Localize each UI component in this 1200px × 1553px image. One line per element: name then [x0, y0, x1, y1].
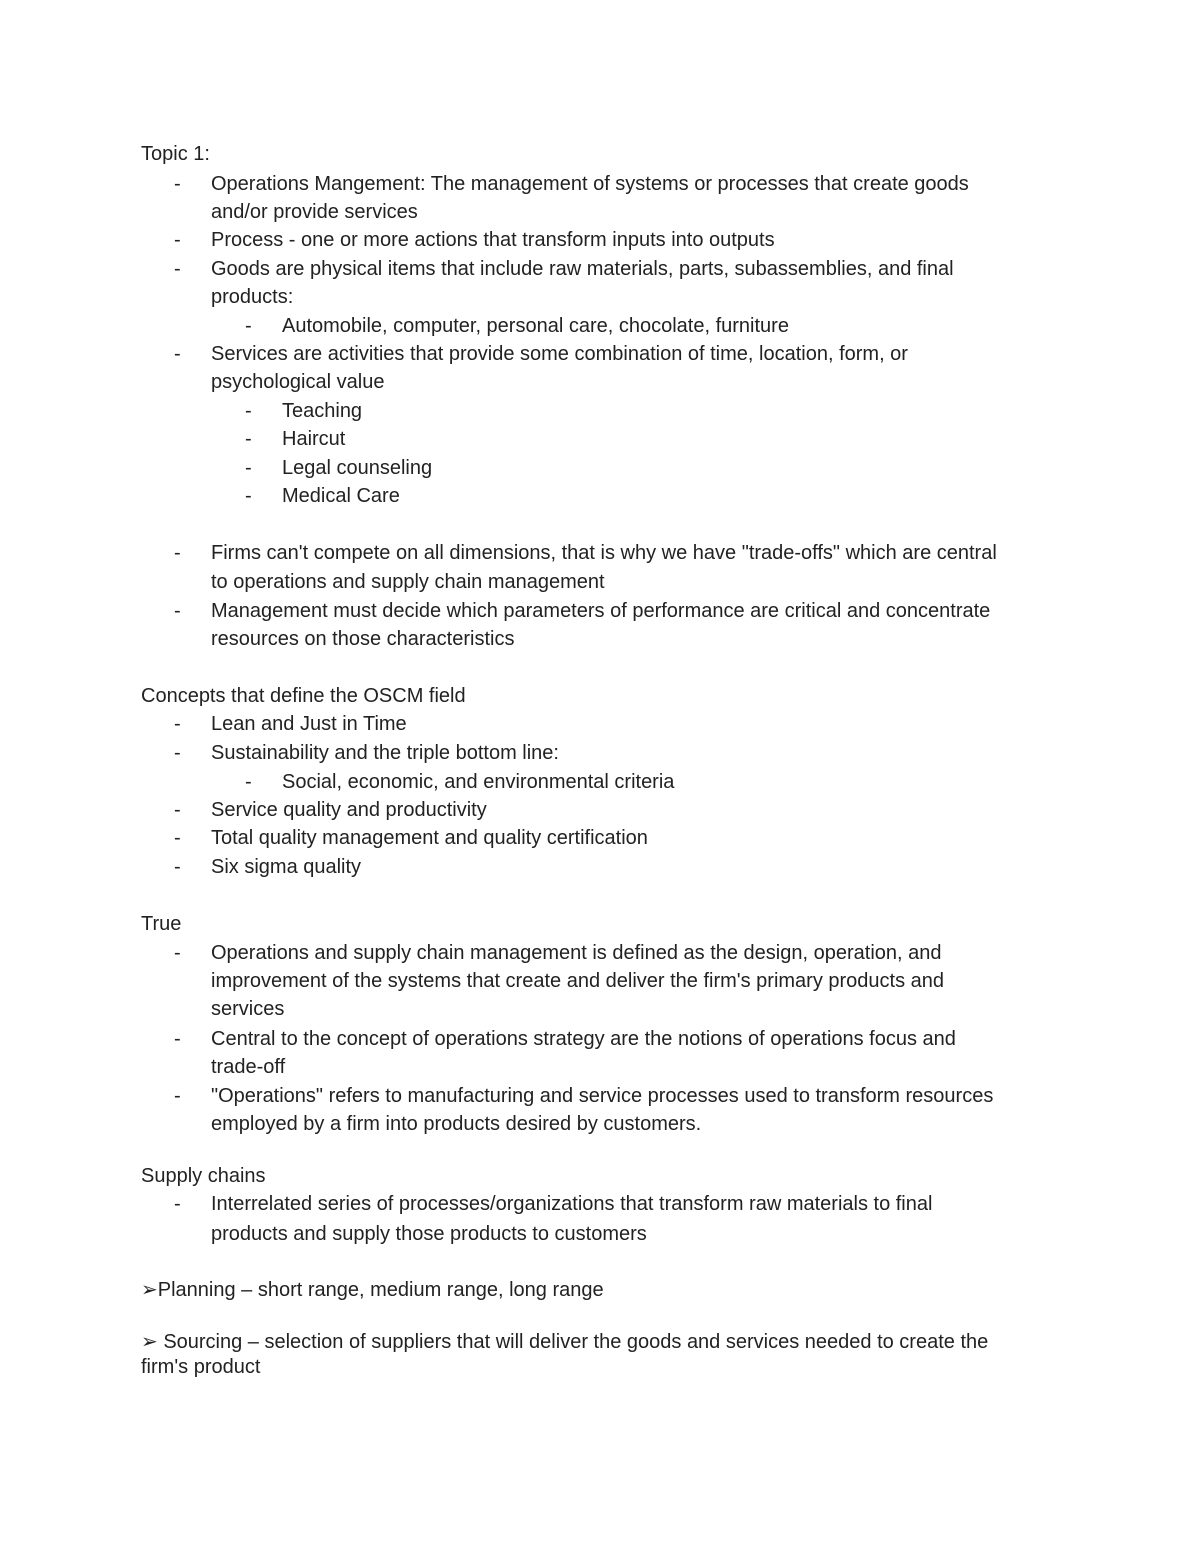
- sub-bullet-text: Automobile, computer, personal care, chocolate, furniture: [282, 315, 789, 337]
- sub-bullet-dash: -: [245, 485, 252, 507]
- bullet-dash: -: [174, 600, 181, 622]
- bullet-text: employed by a firm into products desired by customers.: [211, 1113, 702, 1135]
- bullet-dash: -: [174, 827, 181, 849]
- bullet-text: Management must decide which parameters of performance are critical and concentrate: [211, 600, 991, 622]
- bullet-dash: -: [174, 343, 181, 365]
- section-heading-topic-1: Topic 1:: [141, 143, 210, 165]
- bullet-text: resources on those characteristics: [211, 628, 515, 650]
- sub-bullet-dash: -: [245, 771, 252, 793]
- section-heading-concepts: Concepts that define the OSCM field: [141, 685, 466, 707]
- bullet-text: Operations Mangement: The management of systems or processes that create goods: [211, 173, 969, 195]
- bullet-dash: -: [174, 942, 181, 964]
- bullet-text: Services are activities that provide some combination of time, location, form, or: [211, 343, 908, 365]
- sub-bullet-dash: -: [245, 457, 252, 479]
- planning-line: ➢Planning – short range, medium range, long range: [141, 1279, 604, 1301]
- sub-bullet-text: Medical Care: [282, 485, 400, 507]
- sourcing-line: firm's product: [141, 1356, 261, 1378]
- bullet-dash: -: [174, 1028, 181, 1050]
- sub-bullet-text: Teaching: [282, 400, 363, 422]
- bullet-dash: -: [174, 1085, 181, 1107]
- bullet-text: and/or provide services: [211, 201, 418, 223]
- bullet-text: Sustainability and the triple bottom line:: [211, 742, 559, 764]
- sub-bullet-dash: -: [245, 400, 252, 422]
- sub-bullet-text: Social, economic, and environmental criteria: [282, 771, 675, 793]
- bullet-text: Goods are physical items that include raw materials, parts, subassemblies, and final: [211, 258, 954, 280]
- bullet-text: products:: [211, 286, 294, 308]
- sourcing-line: ➢ Sourcing – selection of suppliers that will deliver the goods and services needed to create the: [141, 1331, 989, 1353]
- bullet-text: Lean and Just in Time: [211, 713, 407, 735]
- sub-bullet-text: Legal counseling: [282, 457, 433, 479]
- section-heading-supply-chains: Supply chains: [141, 1165, 266, 1187]
- bullet-text: products and supply those products to customers: [211, 1223, 647, 1245]
- bullet-dash: -: [174, 713, 181, 735]
- bullet-text: "Operations" refers to manufacturing and service processes used to transform resources: [211, 1085, 994, 1107]
- bullet-dash: -: [174, 173, 181, 195]
- bullet-text: Central to the concept of operations strategy are the notions of operations focus and: [211, 1028, 956, 1050]
- bullet-dash: -: [174, 1193, 181, 1215]
- bullet-dash: -: [174, 542, 181, 564]
- bullet-text: to operations and supply chain management: [211, 571, 605, 593]
- bullet-dash: -: [174, 799, 181, 821]
- bullet-dash: -: [174, 856, 181, 878]
- bullet-text: Operations and supply chain management is defined as the design, operation, and: [211, 942, 942, 964]
- bullet-text: Six sigma quality: [211, 856, 362, 878]
- bullet-text: psychological value: [211, 371, 385, 393]
- bullet-dash: -: [174, 229, 181, 251]
- section-heading-true: True: [141, 913, 182, 935]
- bullet-text: services: [211, 998, 285, 1020]
- sub-bullet-dash: -: [245, 315, 252, 337]
- sub-bullet-text: Haircut: [282, 428, 346, 450]
- bullet-text: improvement of the systems that create and deliver the firm's primary products and: [211, 970, 945, 992]
- bullet-text: Interrelated series of processes/organizations that transform raw materials to final: [211, 1193, 933, 1215]
- bullet-text: Firms can't compete on all dimensions, that is why we have "trade-offs" which are central: [211, 542, 997, 564]
- sub-bullet-dash: -: [245, 428, 252, 450]
- bullet-text: trade-off: [211, 1056, 286, 1078]
- bullet-text: Total quality management and quality certification: [211, 827, 648, 849]
- bullet-dash: -: [174, 258, 181, 280]
- bullet-dash: -: [174, 742, 181, 764]
- bullet-text: Process - one or more actions that transform inputs into outputs: [211, 229, 775, 251]
- bullet-text: Service quality and productivity: [211, 799, 487, 821]
